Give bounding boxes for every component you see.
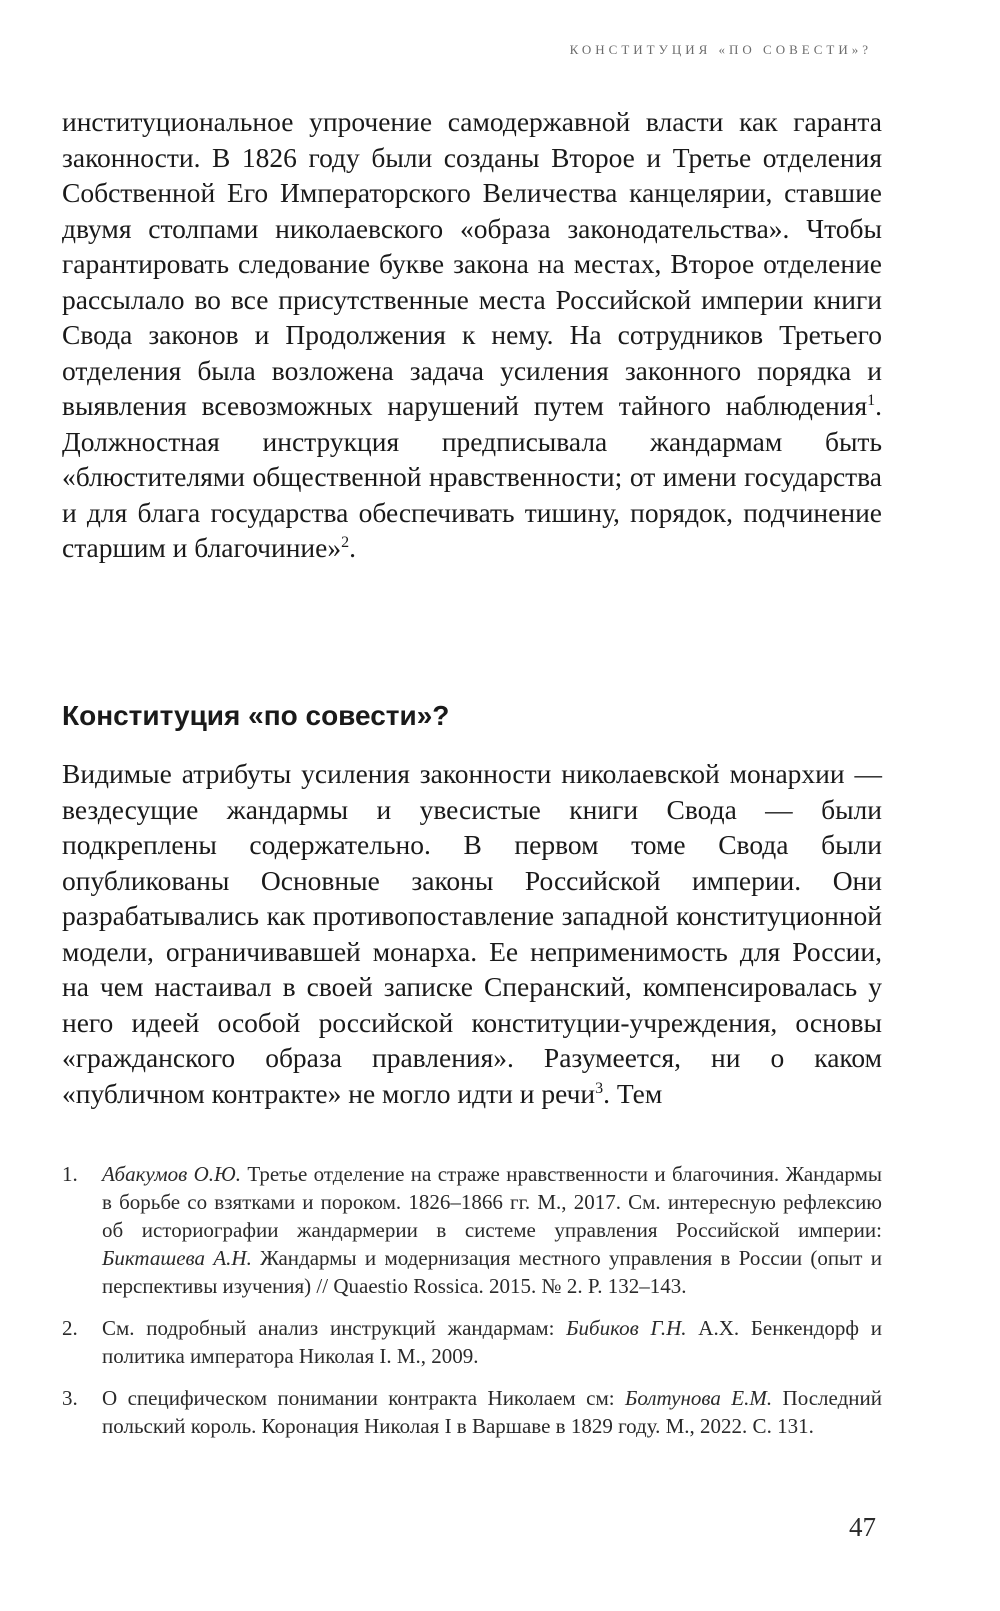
- paragraph-text: Видимые атрибуты усиления законности николаевской монархии — вездесущие жандармы и увесистые книги Свода — были подкреплены содержательно. В первом томе Свода были опубликованы Основные законы Российской империи. Они разрабатывались как противопоставление западной конституционной модели, ограничивавшей монарха. Ее неприменимость для России, на чем настаивал в своей записке Сперанский, компенсировалась у него идеей особой российской конституции-учреждения, основы «гражданского образа правления». Разумеется, ни о каком «публичном контракте» не могло идти и речи: [62, 758, 882, 1109]
- footnote-text: А.Х. Бенкендорф и политика императора Николая I. М., 2009.: [102, 1316, 883, 1368]
- section-heading: Конституция «по совести»?: [62, 700, 450, 731]
- paragraph-text: .: [349, 532, 356, 563]
- footnote-number: 1.: [62, 1162, 78, 1186]
- footnote-ref-3[interactable]: 3: [595, 1079, 604, 1097]
- page-number: 47: [849, 1512, 876, 1542]
- footnote-author: Болтунова Е.М.: [625, 1386, 773, 1410]
- footnote-number: 2.: [62, 1316, 78, 1340]
- footnote-text: Жандармы и модернизация местного управления в России (опыт и перспективы изучения) // Quaestio Rossica. 2015. № 2. P. 132–143.: [102, 1246, 882, 1298]
- footnote-number: 3.: [62, 1386, 78, 1410]
- footnote-text: О специфическом понимании контракта Николаем см:: [102, 1386, 625, 1410]
- paragraph-text: . Тем: [603, 1077, 663, 1109]
- footnote-3: [62, 1384, 882, 1440]
- footnote-2: [62, 1314, 882, 1370]
- paragraph-text: институциональное упрочение самодержавной власти как гаранта законности. В 1826 году были созданы Второе и Третье отделения Собственной Его Императорского Величества канцелярии, ставшие двумя столпами николаевского «образа законодательства». Чтобы гарантировать следование букве закона на местах, Второе отделение рассылало во все присутственные места Российской империи книги Свода законов и Продолжения к нему. На сотрудников Третьего отделения была возложена задача усиления законного порядка и выявления всевозможных нарушений путем тайного наблюдения: [62, 106, 882, 421]
- footnote-ref-1[interactable]: 1: [867, 391, 876, 409]
- footnotes: [62, 1160, 882, 1454]
- body-paragraph-2: [62, 756, 882, 1111]
- footnote-ref-2[interactable]: 2: [341, 533, 350, 551]
- footnote-author: Абакумов О.Ю.: [102, 1162, 241, 1186]
- paragraph-text: . Должностная инструкция предписывала жандармам быть «блюстителями общественной нравственности; от имени государства и для блага государства обеспечивать тишину, порядок, подчинение старшим и благочиние»: [62, 390, 882, 563]
- footnote-1: [62, 1160, 882, 1300]
- running-head: КОНСТИТУЦИЯ «ПО СОВЕСТИ»?: [569, 42, 872, 57]
- footnote-text: См. подробный анализ инструкций жандармам:: [102, 1316, 567, 1340]
- body-paragraph-1: [62, 104, 882, 566]
- footnote-author: Бикташева А.Н.: [102, 1246, 252, 1270]
- footnote-text: Последний польский король. Коронация Николая I в Варшаве в 1829 году. М., 2022. С. 131.: [102, 1386, 882, 1438]
- footnote-author: Бибиков Г.Н.: [566, 1316, 687, 1340]
- footnote-text: Третье отделение на страже нравственности и благочиния. Жандармы в борьбе со взятками и пороком. 1826–1866 гг. М., 2017. См. интересную рефлексию об историографии жандармерии в системе управления Российской империи:: [102, 1162, 882, 1242]
